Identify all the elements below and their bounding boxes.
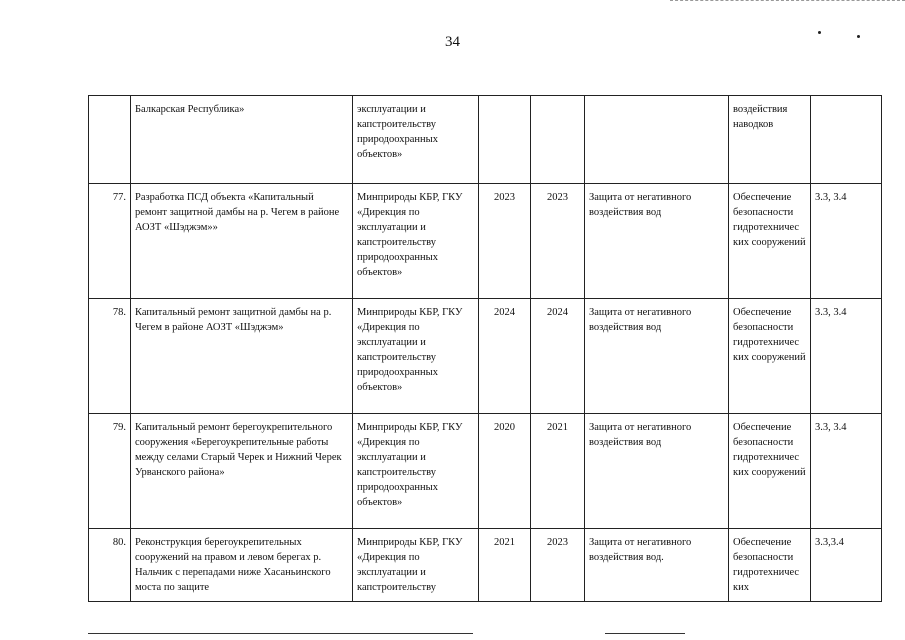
row-number: 79. [89,414,131,529]
executor: Минприроды КБР, ГКУ «Дирекция по эксплуатации и капстроительству природоохранных объектов» [353,414,479,529]
table-row [89,184,882,299]
table-row [89,529,882,602]
end-year: 2021 [531,414,585,529]
goal [585,96,729,184]
scan-artifact-line [670,0,905,2]
measures-table [88,95,882,602]
result: Обеспечение безопасности гидротехничес ких сооружений [729,414,811,529]
goal: Защита от негативного воздействия вод [585,299,729,414]
row-number: 78. [89,299,131,414]
result: Обеспечение безопасности гидротехничес ких [729,529,811,602]
scan-artifact-line [88,633,473,634]
end-year: 2024 [531,299,585,414]
start-year: 2024 [479,299,531,414]
end-year [531,96,585,184]
goal: Защита от негативного воздействия вод [585,184,729,299]
start-year: 2021 [479,529,531,602]
executor: Минприроды КБР, ГКУ «Дирекция по эксплуатации и капстроительству [353,529,479,602]
start-year [479,96,531,184]
measure-name: Капитальный ремонт защитной дамбы на р. Чегем в районе АОЗТ «Шэджэм» [131,299,353,414]
page-number: 34 [445,34,460,50]
scan-artifact-line [605,633,685,634]
executor: эксплуатации и капстроительству природоохранных объектов» [353,96,479,184]
goal: Защита от негативного воздействия вод [585,414,729,529]
row-number [89,96,131,184]
executor: Минприроды КБР, ГКУ «Дирекция по эксплуатации и капстроительству природоохранных объектов» [353,184,479,299]
row-number: 80. [89,529,131,602]
end-year: 2023 [531,184,585,299]
measure-name: Реконструкция берегоукрепительных сооружений на правом и левом берегах р. Нальчик с перепадами ниже Хасаньинского моста по защите [131,529,353,602]
reference: 3.3, 3.4 [811,414,882,529]
measure-name: Балкарская Республика» [131,96,353,184]
reference: 3.3, 3.4 [811,299,882,414]
executor: Минприроды КБР, ГКУ «Дирекция по эксплуатации и капстроительству природоохранных объектов» [353,299,479,414]
result: Обеспечение безопасности гидротехничес ких сооружений [729,184,811,299]
result: воздействия наводков [729,96,811,184]
table-row [89,414,882,529]
result: Обеспечение безопасности гидротехничес ких сооружений [729,299,811,414]
reference: 3.3, 3.4 [811,184,882,299]
start-year: 2020 [479,414,531,529]
reference: 3.3,3.4 [811,529,882,602]
goal: Защита от негативного воздействия вод. [585,529,729,602]
measure-name: Разработка ПСД объекта «Капитальный ремонт защитной дамбы на р. Чегем в районе АОЗТ «Шэджэм»» [131,184,353,299]
table-row [89,96,882,184]
row-number: 77. [89,184,131,299]
end-year: 2023 [531,529,585,602]
measure-name: Капитальный ремонт берегоукрепительного сооружения «Берегоукрепительные работы между селами Старый Черек и Нижний Черек Урванского района» [131,414,353,529]
start-year: 2023 [479,184,531,299]
reference [811,96,882,184]
table-row [89,299,882,414]
